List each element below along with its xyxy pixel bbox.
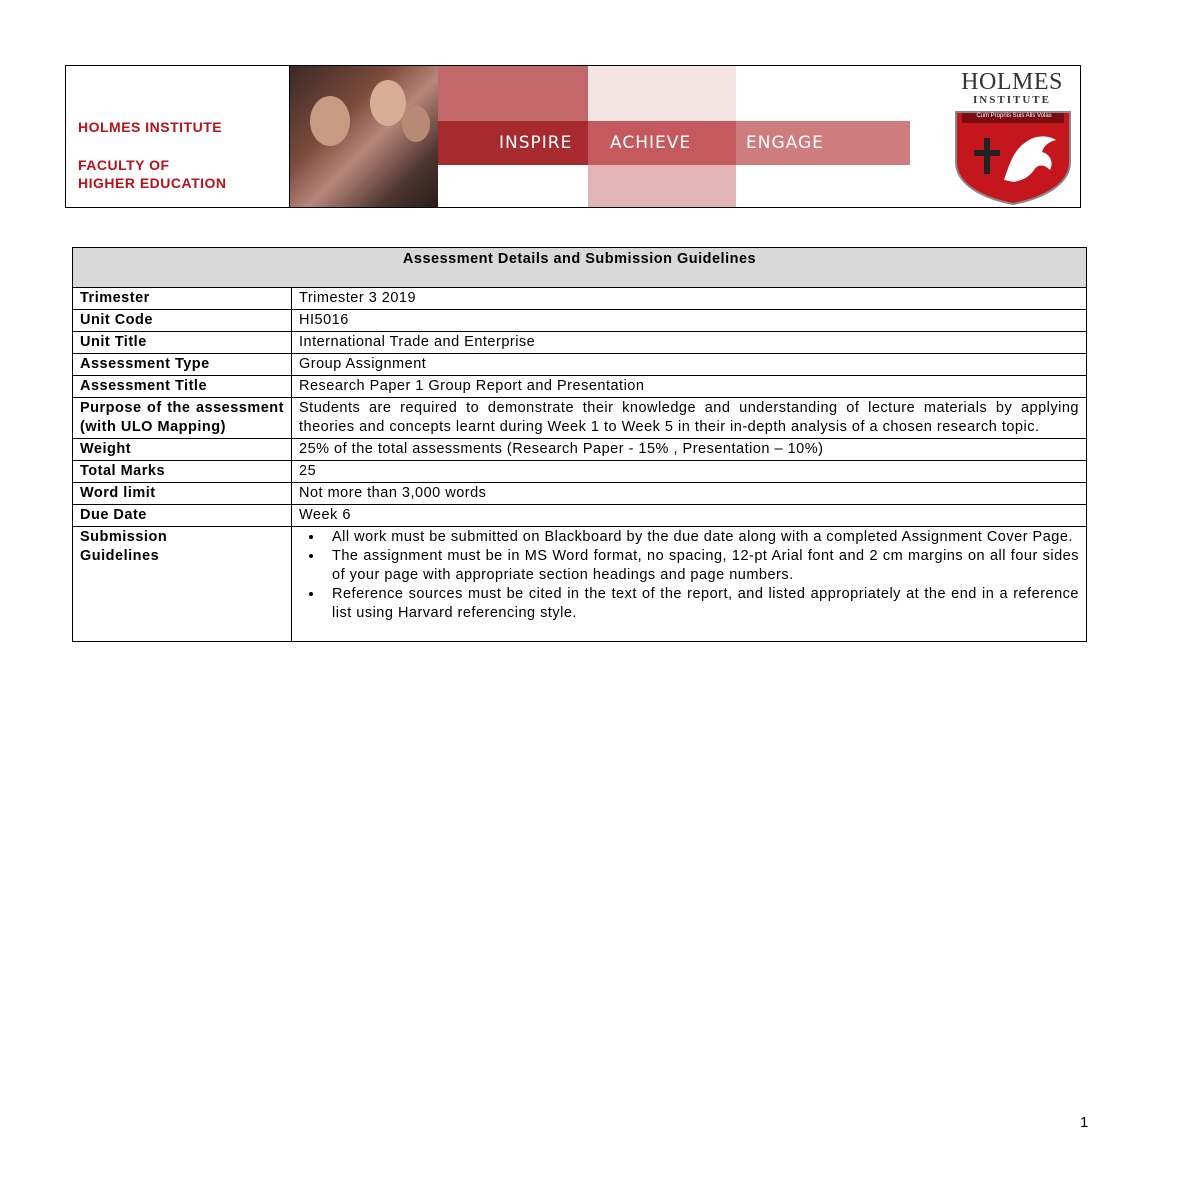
submission-guidelines — [292, 527, 1087, 642]
table-row-submission — [73, 527, 1087, 642]
row-label: Word limit — [73, 483, 292, 505]
students-photo — [290, 66, 438, 207]
table-row — [73, 310, 1087, 332]
table-row — [73, 332, 1087, 354]
row-label: Unit Code — [73, 310, 292, 332]
row-value: Students are required to demonstrate their knowledge and understanding of lecture materials by applying theories and concepts learnt during Week 1 to Week 5 in their in-depth analysis of a chosen research topic. — [292, 398, 1087, 439]
header-institute-block — [66, 66, 290, 207]
table-row — [73, 505, 1087, 527]
table-row — [73, 288, 1087, 310]
header-banner — [290, 66, 910, 207]
logo-motto: Cum Propriis Suis Alis Volas — [976, 113, 1052, 119]
table-row — [73, 483, 1087, 505]
holmes-logo — [886, 70, 1076, 206]
table-row — [73, 354, 1087, 376]
submission-label — [73, 527, 292, 642]
row-value: International Trade and Enterprise — [292, 332, 1087, 354]
row-value: Not more than 3,000 words — [292, 483, 1087, 505]
table-row — [73, 376, 1087, 398]
logo-sub: INSTITUTE — [973, 94, 1051, 106]
row-label: Weight — [73, 439, 292, 461]
guideline-item: • All work must be submitted on Blackboard by the due date along with a completed Assignment Cover Page. — [324, 528, 1079, 547]
table-row — [73, 439, 1087, 461]
logo-name: HOLMES — [961, 69, 1063, 95]
assessment-details-table — [72, 247, 1087, 642]
page-number: 1 — [1080, 1114, 1089, 1131]
submission-label-line-1: Submission — [80, 529, 168, 545]
institute-name: HOLMES INSTITUTE — [78, 119, 223, 135]
row-value: HI5016 — [292, 310, 1087, 332]
row-value: Group Assignment — [292, 354, 1087, 376]
row-value: 25% of the total assessments (Research Paper - 15% , Presentation – 10%) — [292, 439, 1087, 461]
guideline-item: • The assignment must be in MS Word format, no spacing, 12-pt Arial font and 2 cm margins on all four sides of your page with appropriate section headings and page numbers. — [324, 547, 1079, 585]
row-value: Research Paper 1 Group Report and Presentation — [292, 376, 1087, 398]
guideline-item: • Reference sources must be cited in the text of the report, and listed appropriately at the end in a reference list using Harvard referencing style. — [324, 585, 1079, 623]
table-row — [73, 398, 1087, 439]
row-label: Due Date — [73, 505, 292, 527]
row-value: Week 6 — [292, 505, 1087, 527]
row-label: Trimester — [73, 288, 292, 310]
row-label: Assessment Title — [73, 376, 292, 398]
row-value: Trimester 3 2019 — [292, 288, 1087, 310]
shield-icon — [954, 110, 1072, 206]
banner-word-inspire: INSPIRE — [499, 133, 573, 153]
banner-word-engage: ENGAGE — [746, 133, 824, 153]
table-row — [73, 461, 1087, 483]
table-title: Assessment Details and Submission Guidelines — [73, 248, 1087, 288]
submission-label-line-2: Guidelines — [80, 548, 160, 564]
row-value: 25 — [292, 461, 1087, 483]
banner-word-achieve: ACHIEVE — [610, 133, 692, 153]
row-label: Purpose of the assessment (with ULO Mapping) — [73, 398, 292, 439]
faculty-line-2: HIGHER EDUCATION — [78, 175, 227, 191]
row-label: Unit Title — [73, 332, 292, 354]
faculty-line-1: FACULTY OF — [78, 157, 170, 173]
row-label: Total Marks — [73, 461, 292, 483]
row-label: Assessment Type — [73, 354, 292, 376]
